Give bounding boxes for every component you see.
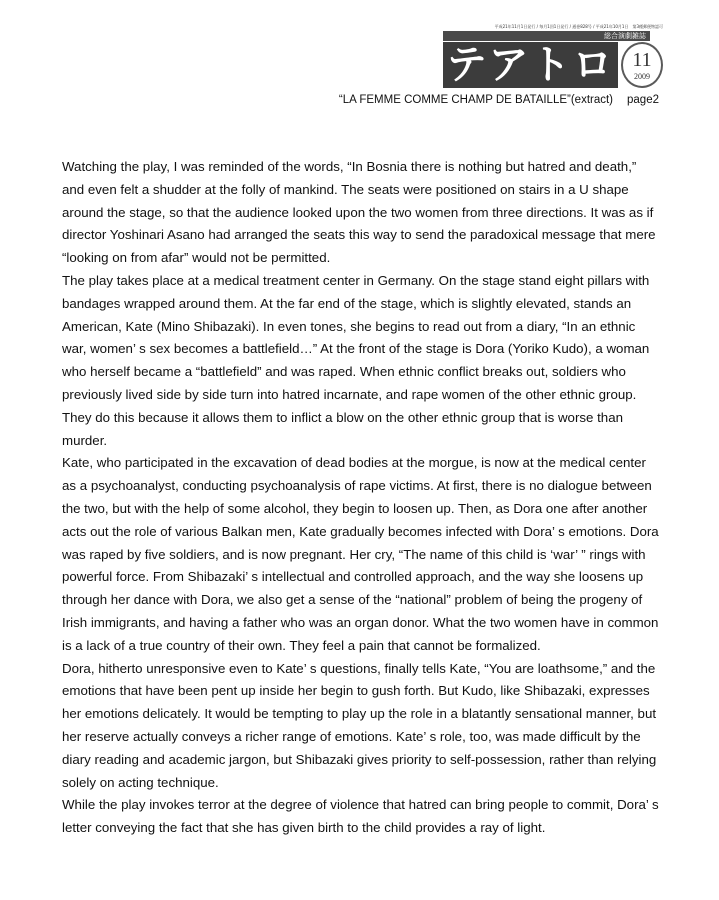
paragraph: The play takes place at a medical treatment center in Germany. On the stage stand eight pillars with bandages wrapped around them. At the far end of the stage, which is slightly elevated, stands an American, Kate (Mino Shibazaki). In even tones, she begins to read out from a diary, “In an ethnic war, women’ s sex becomes a battlefield…” At the front of the stage is Dora (Yoriko Kudo), a woman who herself became a “battlefield” and was raped. When ethnic conflict breaks out, soldiers who previously lived side by side turn into hatred incarnate, and rape women of the other ethnic group. They do this because it allows them to inflict a blow on the other ethnic group that is worse than murder. xyxy=(62,272,650,448)
issue-number: 11 xyxy=(632,49,652,71)
issue-year: 2009 xyxy=(634,72,650,81)
magazine-masthead xyxy=(443,24,663,88)
publication-small-print: 平成21年11月1日発行 / 毎月1回1日発行 / 通巻828号 / 平成21年10月1日 第3種郵便物認可 xyxy=(494,24,663,29)
paragraph: While the play invokes terror at the degree of violence that hatred can bring people to commit, Dora’ s letter conveying the fact that she has given birth to the child provides a ray of light. xyxy=(62,797,659,836)
issue-badge xyxy=(621,42,663,88)
magazine-logo: テアトロ xyxy=(443,42,618,88)
magazine-category-bar: 総合演劇雑誌 xyxy=(443,31,650,41)
article-title: “LA FEMME COMME CHAMP DE BATAILLE”(extract) xyxy=(338,94,614,106)
running-head xyxy=(339,93,659,107)
paragraph: Dora, hitherto unresponsive even to Kate’ s questions, finally tells Kate, “You are loathsome,” and the emotions that have been pent up inside her begin to gush forth. But Kudo, like Shibazaki, expresses her emotions delicately. It would be tempting to play up the role in a blatantly sensational manner, but her reserve actually conveys a richer range of emotions. Kate’ s role, too, was made difficult by the diary reading and academic jargon, but Shibazaki gives priority to self-possession, rather than relying solely on acting technique. xyxy=(62,660,657,790)
paragraph: Watching the play, I was reminded of the words, “In Bosnia there is nothing but hatred and death,” and even felt a shudder at the folly of mankind. The seats were positioned on stairs in a U shape around the stage, so that the audience looked upon the two women from three directions. It was as if director Yoshinari Asano had arranged the seats this way to send the paradoxical message that mere “looking on from afar” would not be permitted. xyxy=(62,159,656,266)
page-label: page2 xyxy=(627,94,659,106)
paragraph: Kate, who participated in the excavation of dead bodies at the morgue, is now at the medical center as a psychoanalyst, conducting psychoanalysis of rape victims. At first, there is no dialogue between the two, but with the help of some alcohol, they begin to loosen up. Then, as Dora one after another acts out the role of various Balkan men, Kate gradually becomes infected with Dora’ s emotions. Dora was raped by five soldiers, and is now pregnant. Her cry, “The name of this child is ‘war’ ” rings with powerful force. From Shibazaki’ s intellectual and controlled approach, and the way she loosens up through her dance with Dora, we also get a sense of the “national” problem of being the progeny of Irish immigrants, and having a father who was an organ donor. What the two women have in common is a lack of a true country of their own. They feel a pain that cannot be formalized. xyxy=(62,455,659,653)
article-body xyxy=(62,156,662,840)
